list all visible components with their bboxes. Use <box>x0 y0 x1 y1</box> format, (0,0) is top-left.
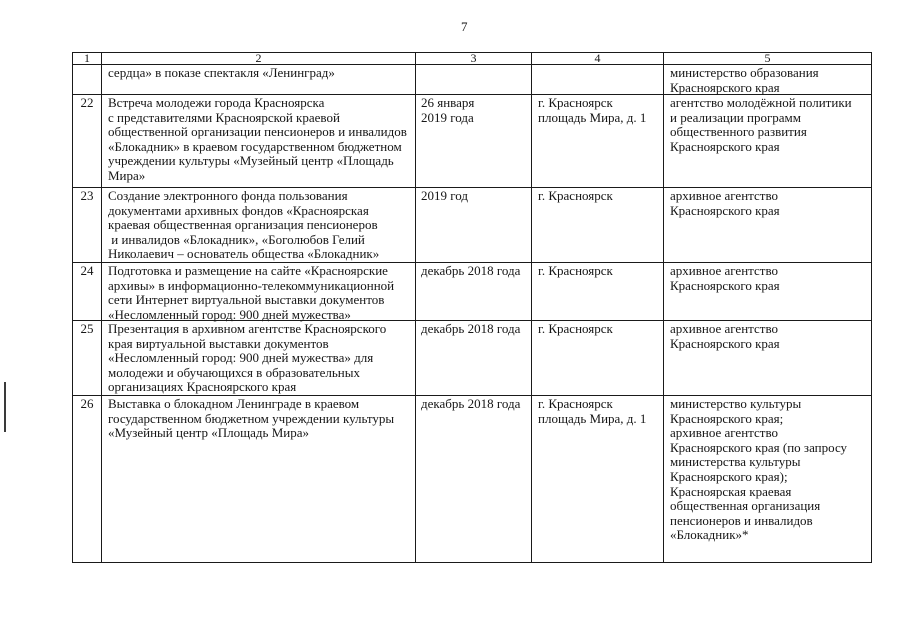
cell-number: 23 <box>73 188 102 263</box>
events-table <box>72 52 872 563</box>
cell-place <box>532 65 664 95</box>
cell-number: 26 <box>73 396 102 563</box>
cell-responsible: министерство культуры Красноярского края; архивное агентство Красноярского края (по запросу министерства культуры Красноярского края); Красноярская краевая общественная организация пенсионеров и инвалидов «Блокадник»* <box>664 396 872 563</box>
cell-number: 24 <box>73 263 102 321</box>
cell-responsible: архивное агентство Красноярского края <box>664 188 872 263</box>
cell-event: Встреча молодежи города Красноярска с представителями Красноярской краевой общественной организации пенсионеров и инвалидов «Блокадник» в краевом государственном бюджетном учреждении культуры «Музейный центр «Площадь Мира» <box>102 95 416 188</box>
cell-date: декабрь 2018 года <box>416 263 532 321</box>
column-header-2: 2 <box>102 53 416 65</box>
cell-place: г. Красноярск <box>532 263 664 321</box>
cell-place: г. Красноярск площадь Мира, д. 1 <box>532 396 664 563</box>
cell-date <box>416 65 532 95</box>
cell-date: декабрь 2018 года <box>416 396 532 563</box>
cell-responsible: архивное агентство Красноярского края <box>664 263 872 321</box>
cell-event: Выставка о блокадном Ленинграде в краевом государственном бюджетном учреждении культуры «Музейный центр «Площадь Мира» <box>102 396 416 563</box>
column-header-1: 1 <box>73 53 102 65</box>
cell-event: Создание электронного фонда пользования документами архивных фондов «Красноярская краевая общественная организация пенсионеров и инвалидов «Блокадник», «Боголюбов Гелий Николаевич – основатель общества «Блокадник» <box>102 188 416 263</box>
cell-date: 2019 год <box>416 188 532 263</box>
cell-date: декабрь 2018 года <box>416 321 532 396</box>
page-number: 7 <box>461 19 468 34</box>
cell-place: г. Красноярск площадь Мира, д. 1 <box>532 95 664 188</box>
cell-place: г. Красноярск <box>532 321 664 396</box>
cell-event: Презентация в архивном агентстве Красноярского края виртуальной выставки документов «Несломленный город: 900 дней мужества» для молодежи и обучающихся в образовательных организациях Красноярского края <box>102 321 416 396</box>
scan-edge-mark <box>4 382 6 432</box>
cell-number: 25 <box>73 321 102 396</box>
cell-responsible: агентство молодёжной политики и реализации программ общественного развития Красноярского края <box>664 95 872 188</box>
cell-place: г. Красноярск <box>532 188 664 263</box>
column-header-4: 4 <box>532 53 664 65</box>
cell-responsible: архивное агентство Красноярского края <box>664 321 872 396</box>
cell-date: 26 января 2019 года <box>416 95 532 188</box>
cell-number: 22 <box>73 95 102 188</box>
cell-number <box>73 65 102 95</box>
cell-responsible: министерство образования Красноярского края <box>664 65 872 95</box>
column-header-5: 5 <box>664 53 872 65</box>
cell-event: Подготовка и размещение на сайте «Красноярские архивы» в информационно-телекоммуникационной сети Интернет виртуальной выставки документов «Несломленный город: 900 дней мужества» <box>102 263 416 321</box>
column-header-3: 3 <box>416 53 532 65</box>
cell-event: сердца» в показе спектакля «Ленинград» <box>102 65 416 95</box>
